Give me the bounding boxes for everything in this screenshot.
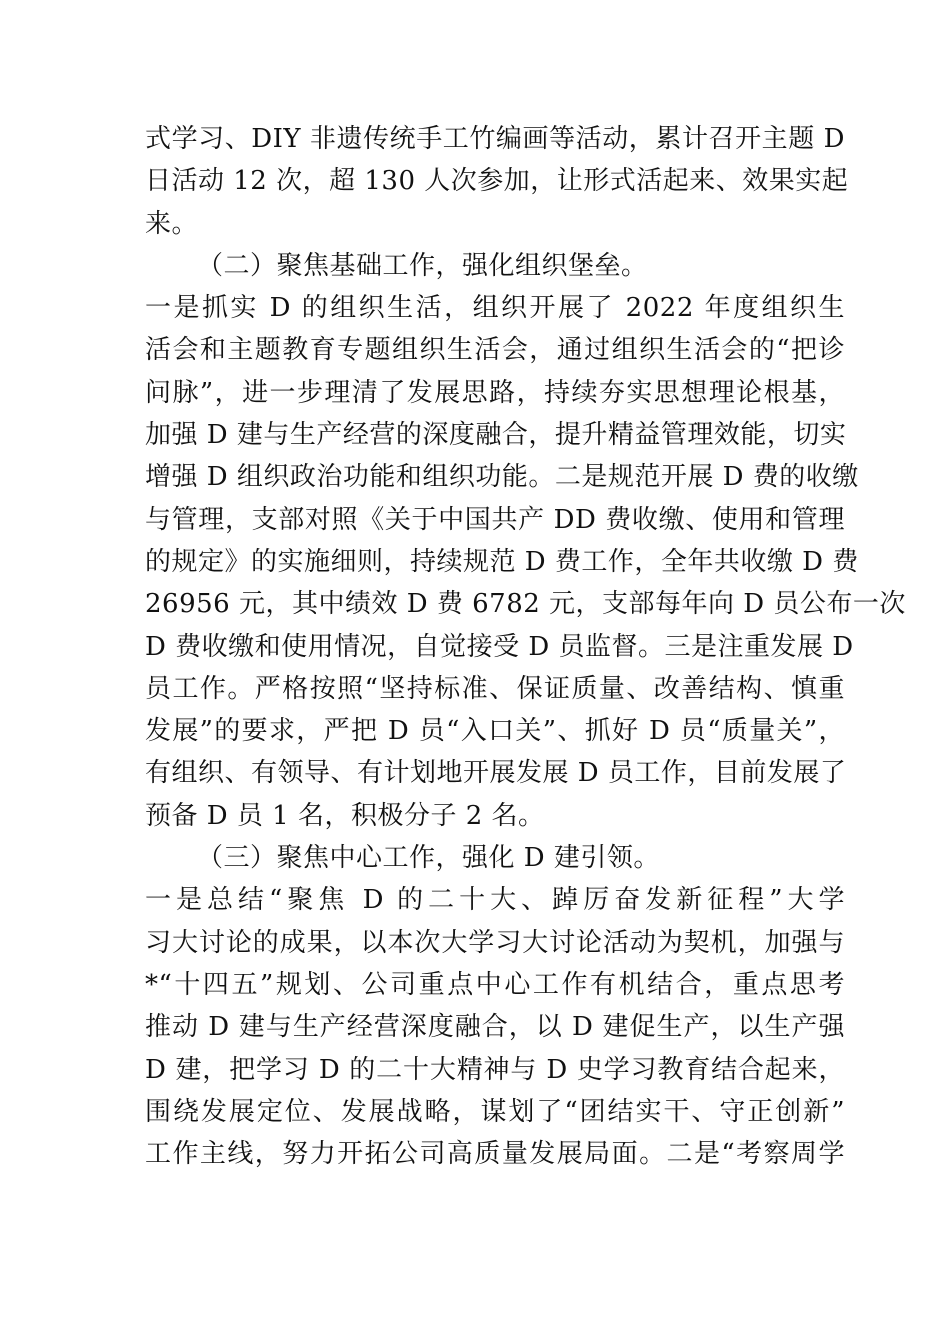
text-line: 工作主线，努力开拓公司高质量发展局面。二是“考察周学 xyxy=(145,1139,845,1170)
text-line: *“十四五”规划、公司重点中心工作有机结合，重点思考 xyxy=(145,969,845,1000)
text-line: D 费收缴和使用情况，自觉接受 D 员监督。三是注重发展 D xyxy=(145,631,854,662)
section-heading-2: （二）聚焦基础工作，强化组织堡垒。 xyxy=(197,250,648,281)
text-line: 与管理，支部对照《关于中国共产 DD 费收缴、使用和管理 xyxy=(145,504,845,535)
text-line: 增强 D 组织政治功能和组织功能。二是规范开展 D 费的收缴 xyxy=(145,462,859,493)
text-line: 一是抓实 D 的组织生活，组织开展了 2022 年度组织生 xyxy=(145,293,845,324)
text-line: 问脉”，进一步理清了发展思路，持续夯实思想理论根基， xyxy=(145,377,845,408)
section-heading-3: （三）聚焦中心工作，强化 D 建引领。 xyxy=(197,843,660,874)
text-line: 发展”的要求，严把 D 员“入口关”、抓好 D 员“质量关”， xyxy=(145,716,845,747)
text-line: D 建，把学习 D 的二十大精神与 D 史学习教育结合起来， xyxy=(145,1054,845,1085)
text-line: 加强 D 建与生产经营的深度融合，提升精益管理效能，切实 xyxy=(145,420,847,451)
text-line: 的规定》的实施细则，持续规范 D 费工作，全年共收缴 D 费 xyxy=(145,546,859,577)
text-line: 预备 D 员 1 名，积极分子 2 名。 xyxy=(145,800,545,831)
text-line: 活会和主题教育专题组织生活会，通过组织生活会的“把诊 xyxy=(145,335,845,366)
document-body xyxy=(145,118,906,1175)
text-line: 习大讨论的成果，以本次大学习大讨论活动为契机，加强与 xyxy=(145,927,845,958)
text-line: 一是总结“聚焦 D 的二十大、踔厉奋发新征程”大学 xyxy=(145,885,845,916)
text-line: 26956 元，其中绩效 D 费 6782 元，支部每年向 D 员公布一次 xyxy=(145,589,906,620)
text-line: 式学习、DIY 非遗传统手工竹编画等活动，累计召开主题 D xyxy=(145,124,845,154)
text-line: 推动 D 建与生产经营深度融合，以 D 建促生产，以生产强 xyxy=(145,1012,845,1043)
text-line: 围绕发展定位、发展战略，谋划了“团结实干、守正创新” xyxy=(145,1096,845,1127)
text-line: 员工作。严格按照“坚持标准、保证质量、改善结构、慎重 xyxy=(145,673,845,704)
text-line: 日活动 12 次，超 130 人次参加，让形式活起来、效果实起 xyxy=(145,166,849,197)
text-line: 来。 xyxy=(145,208,199,239)
text-line: 有组织、有领导、有计划地开展发展 D 员工作，目前发展了 xyxy=(145,758,847,789)
